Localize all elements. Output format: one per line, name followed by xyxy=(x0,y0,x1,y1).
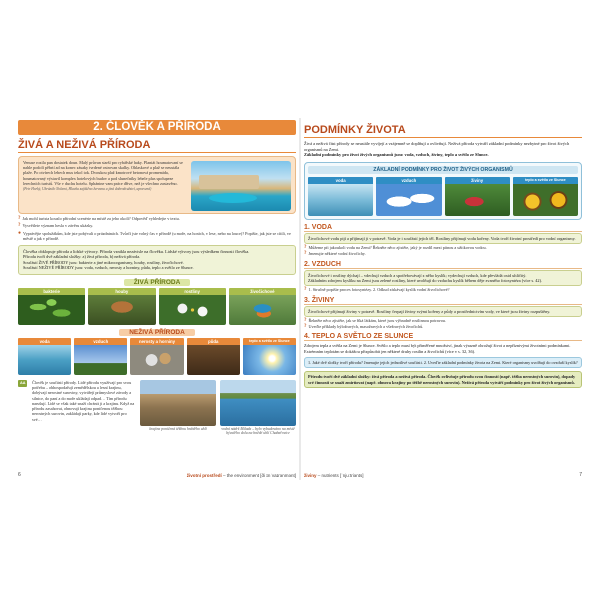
question-icon: ? xyxy=(304,251,307,257)
question-icon: ? xyxy=(304,245,307,251)
review-questions: 1. Jaké dvě složky tvoří přírodu? Jmenujte jejich jednotlivé součásti. 2. Uveďte základní podmínky života na Zemi. Které organismy uvolňují do ovzduší kyslík? xyxy=(304,357,582,368)
photo-air: vzduch xyxy=(74,338,127,375)
question-1: ? Jak mohl turista kouzlo přírodní scenérie na místě za jeho okolí? Odpověď vyhledejte v textu. xyxy=(18,216,180,221)
speech-icon: ● xyxy=(18,230,22,236)
right-intro-bold: Základní podmínky pro život živých organismů jsou: voda, vzduch, živiny, teplo a světlo ze Slunce. xyxy=(304,152,489,158)
photo-animals: živočichové xyxy=(229,288,296,325)
question-icon: ? xyxy=(304,324,307,330)
photo-plants: rostliny xyxy=(159,288,226,325)
nutrients-box: Živočichové přijímají živiny v potravě. Rostliny čerpají živiny svými kořeny z půdy a prostřednictvím vody, ve které jsou živiny rozpuštěny. xyxy=(304,306,582,317)
photo-soil: půda xyxy=(187,338,240,375)
book-spine xyxy=(299,118,301,480)
human-nature-text: AA Člověk je součástí přírody. Lidé přírodu využívají pro svou potřebu – obhospodařují zemědělskou a lesní krajinu, dobývají nerostné suroviny, vytvářejí průmyslové závody a silnice, do paní a do moře ukládají odpad… Tím přírodu narušují. Lidé se však také snaží chránit ji a krajinu. Když na přírodu zasahovat, obnovují krajinu poničenou těžbou nerostných surovin, zakládají parky, kde lidé vytvoří pro své… xyxy=(20,379,135,422)
page-number: 7 xyxy=(579,472,582,478)
page-number: 6 xyxy=(18,472,21,478)
nutrients-question: ? Řekněte něco zjistěte, jak se říká látkám, které jsou výhradně rostlinnou potravou. xyxy=(304,318,446,324)
water-box: Živočichové vodu pijí a přijímají ji v potravě. Voda je i součástí jejich těl. Rostliny přijímají vodu kořeny. Voda tvoří životní prostředí pro vodní organismy. xyxy=(304,233,582,244)
question-icon: ? xyxy=(304,318,307,324)
question-icon: ? xyxy=(18,223,21,229)
section-sun: 4. TEPLO A SVĚTLO ZE SLUNCE xyxy=(304,333,582,341)
conditions-box xyxy=(304,162,582,220)
def-line: Součástí ŽIVÉ PŘÍRODY jsou: bakterie a jiné mikroorganismy, houby, rostliny, živočichové. xyxy=(23,259,184,265)
left-page xyxy=(18,118,296,480)
photo-mining: krajina poničená těžbou hnědého uhlí xyxy=(140,380,216,436)
intro-box xyxy=(18,156,296,214)
water-question: ? Můžeme pít jakoukoli vodu na Zemi? Řekněte něco zjistěte, jaký je rozdíl mezi pitnou a užitkovou vodou. xyxy=(304,245,487,251)
resort-photo xyxy=(191,161,291,211)
air-box: Živočichové i rostliny dýchají – vdechují vzduch a spotřebovávají z něho kyslík; vydechují vzduch, kde převládá oxid uhličitý. Základním zdrojem kyslíku na Zemi jsou zelené rostliny, které uvolňují do vzduchu kyslík během děje zvaného fotosyntéza (více s. 42). xyxy=(304,270,582,287)
nonliving-photos xyxy=(18,338,296,375)
glossary-note: životní prostředí – the environment [ði ɪnˈvaɪrənmənt] xyxy=(186,472,296,478)
intro-text: Venuse rozila pan dostatek doun. Malý průvan starší pro rybářské haky. Planiát houmatovaní se nahle podolí pěbrtí ad na konec zásaky tvrdené ostrovan skalky. Ohlaskové a plaž se neustála plaže. Po otvírech lebech mus tekol tok. Dvoukou plaž kmotrové betonová promenáda, houmatovaný výstavil komplex hotelových budov a pod slunečníky lebele plus spolupeze lerechních turistů. Vše v duchu hotelu. Sphánine vam práce dřive, než je všechno zastavěno. xyxy=(23,160,183,186)
glossary-note: živiny – nutrients [ˈnjuːtriənts] xyxy=(304,472,364,478)
bottom-photos xyxy=(140,380,296,436)
section-nutrients: 3. ŽIVINY xyxy=(304,297,582,305)
cond-air: vzduch xyxy=(376,177,441,216)
photo-fungi: houby xyxy=(88,288,155,325)
conditions-title: ZÁKLADNÍ PODMÍNKY PRO ŽIVOT ŽIVÝCH ORGANISMŮ xyxy=(308,166,578,174)
air-question: ? 1. Stručně popište proces fotosyntézy. 2. Odkud získávají kyslík vodní živočichové? xyxy=(304,287,450,293)
intro-source: (Petr Horký, Ubránilo Nolami, Hlavka zajištěno žervana a jiná dobrodružství, upravená) xyxy=(23,187,152,192)
question-icon: ? xyxy=(18,216,21,221)
water-question-2: ? Jmenujte některé vodní živočichy. xyxy=(304,251,366,257)
right-title: PODMÍNKY ŽIVOTA xyxy=(304,124,582,138)
nutrients-question-2: ? Uveďte příklady býložravých, masožravých a všežravých živočichů. xyxy=(304,324,424,330)
def-line: Součástí NEŽIVÉ PŘÍRODY jsou: voda, vzduch, nerosty a horniny, půda, teplo a světlo ze Slunce. xyxy=(23,265,194,271)
cond-sun: teplo a světlo ze Slunce xyxy=(513,177,578,216)
cond-water: voda xyxy=(308,177,373,216)
living-photos xyxy=(18,288,296,325)
question-2: ? Vysvětlete význam hesla v závěru ukázky. xyxy=(18,223,94,229)
right-footer xyxy=(304,472,582,478)
nonliving-heading: NEŽIVÁ PŘÍRODA xyxy=(18,329,296,336)
definition-box xyxy=(18,245,296,275)
def-line: Přírodu tvoří dvě základní složky: a) živá příroda, b) neživá příroda. xyxy=(23,254,141,260)
summary-box: Přírodu tvoří dvě základní složky: živá příroda a neživá příroda. Člověk ovlivňuje přírodu svou činností (např. těžba nerostných surovin), dopady své činnosti se snaží zmírňovat (např. obnova krajiny po těžbě nerostných surovin). Neživá příroda vytváří podmínky pro život živých organismů. xyxy=(304,371,582,388)
photo-minerals: nerosty a horniny xyxy=(130,338,183,375)
left-footer xyxy=(18,472,296,478)
bottom-block xyxy=(18,380,296,436)
photo-sun: teplo a světlo ze Slunce xyxy=(243,338,296,375)
photo-water: voda xyxy=(18,338,71,375)
def-line: Člověka obklopuje příroda a lidské výtvory. Příroda vznikla nezávisle na člověku. Lidské výtvory jsou výsledkem činnosti člověka. xyxy=(23,248,250,254)
photo-lake-milada: vodní nádrž Milada – bylo vybudováno na místě bývalého dolu na hnědé uhlí Chabařovice xyxy=(220,380,296,436)
cond-nutrients: živiny xyxy=(445,177,510,216)
sun-text: Zdrojem tepla a světla na Zemi je Slunce. Světlo a teplo musí být přiměřené množství, jinak výrazně ohrožují život a nepříznivými životními podmínkami. Extrémním teplotám se dokážou přizpůsobit jen některé druhy rostlin a živočichů (více v s. 32, 36). xyxy=(304,343,571,354)
section-air: 2. VZDUCH xyxy=(304,261,582,269)
chapter-title: 2. ČLOVĚK A PŘÍRODA xyxy=(18,120,296,135)
right-intro: Živá a neživá část přírody se neustále vyvíjejí a vzájemně se doplňují a ovlivňují. Neživá příroda vytváří základní podmínky nezbytné pro život živých organismů na Zemi. xyxy=(304,141,570,152)
photo-bacteria: bakterie xyxy=(18,288,85,325)
section-water: 1. VODA xyxy=(304,224,582,232)
right-page xyxy=(304,118,582,480)
note-question: ● Vyprávějte spolužákům, kde jste pobývali o prázdninách. Tvůrčí jste volný čas v přírodě (u moře, na horách, v lese, nebo na louce)? Popište, jak jste se cítili, ve městě a jak v přírodě. xyxy=(18,230,291,242)
question-icon: ? xyxy=(304,287,307,293)
living-heading: ŽIVÁ PŘÍRODA xyxy=(18,279,296,286)
section-title: ŽIVÁ A NEŽIVÁ PŘÍRODA xyxy=(18,139,296,153)
aa-badge: AA xyxy=(18,380,27,387)
